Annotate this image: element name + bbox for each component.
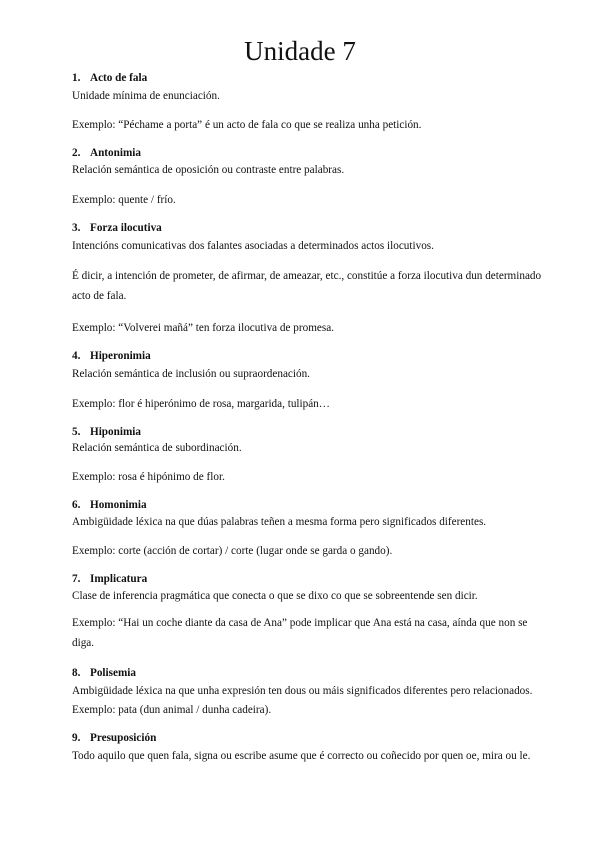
term-definition: Relación semántica de oposición ou contraste entre palabras. bbox=[72, 164, 345, 176]
term-definition: Unidade mínima de enunciación. bbox=[72, 90, 220, 102]
term-definition: Todo aquilo que quen fala, signa ou escribe asume que é correcto ou coñecido por quen oe, mira ou le. bbox=[72, 750, 531, 762]
term-example: Exemplo: “Péchame a porta” é un acto de fala co que se realiza unha petición. bbox=[72, 119, 422, 131]
term-example: Exemplo: “Hai un coche diante da casa de Ana” pode implicar que Ana está na casa, aínda que non se diga. bbox=[72, 617, 528, 649]
term-definition: Relación semántica de subordinación. bbox=[72, 442, 242, 454]
term-name: Presuposición bbox=[90, 732, 157, 744]
term-heading bbox=[72, 71, 542, 85]
term-number: 5. bbox=[72, 426, 81, 438]
term-example: Exemplo: pata (dun animal / dunha cadeira). bbox=[72, 704, 272, 716]
term-number: 2. bbox=[72, 147, 81, 159]
term-number: 9. bbox=[72, 732, 81, 744]
term-heading bbox=[72, 425, 542, 439]
term-name: Antonimia bbox=[90, 147, 141, 159]
term-name: Acto de fala bbox=[90, 72, 148, 84]
term-number: 8. bbox=[72, 667, 81, 679]
term-number: 4. bbox=[72, 350, 81, 362]
term-name: Hiponimia bbox=[90, 426, 141, 438]
term-heading bbox=[72, 572, 542, 586]
term-heading bbox=[72, 349, 542, 363]
term-definition: Clase de inferencia pragmática que conecta o que se dixo co que se sobreentende sen dicir. bbox=[72, 590, 478, 602]
term-definition: Intencións comunicativas dos falantes asociadas a determinados actos ilocutivos. bbox=[72, 240, 434, 252]
term-example: Exemplo: corte (acción de cortar) / corte (lugar onde se garda o gando). bbox=[72, 545, 393, 557]
term-heading bbox=[72, 146, 542, 160]
term-extra: É dicir, a intención de prometer, de afirmar, de ameazar, etc., constitúe a forza ilocutiva dun determinado acto de fala. bbox=[72, 270, 542, 302]
term-number: 7. bbox=[72, 573, 81, 585]
term-heading bbox=[72, 221, 542, 235]
term-example: Exemplo: “Volverei mañá” ten forza ilocutiva de promesa. bbox=[72, 322, 334, 334]
term-heading bbox=[72, 666, 542, 680]
term-number: 6. bbox=[72, 499, 81, 511]
term-example: Exemplo: flor é hiperónimo de rosa, margarida, tulipán… bbox=[72, 398, 330, 410]
term-definition: Ambigüidade léxica na que dúas palabras teñen a mesma forma pero significados diferentes. bbox=[72, 516, 487, 528]
term-number: 3. bbox=[72, 222, 81, 234]
term-example: Exemplo: quente / frío. bbox=[72, 194, 176, 206]
term-name: Hiperonimia bbox=[90, 350, 151, 362]
term-heading bbox=[72, 731, 542, 745]
term-name: Implicatura bbox=[90, 573, 148, 585]
term-name: Polisemia bbox=[90, 667, 136, 679]
term-number: 1. bbox=[72, 72, 81, 84]
term-example: Exemplo: rosa é hipónimo de flor. bbox=[72, 471, 225, 483]
term-heading bbox=[72, 498, 542, 512]
term-definition: Relación semántica de inclusión ou supraordenación. bbox=[72, 368, 310, 380]
term-name: Homonimia bbox=[90, 499, 147, 511]
term-name: Forza ilocutiva bbox=[90, 222, 162, 234]
page-title: Unidade 7 bbox=[244, 36, 356, 66]
term-definition: Ambigüidade léxica na que unha expresión ten dous ou máis significados diferentes pero relacionados. bbox=[72, 685, 533, 697]
